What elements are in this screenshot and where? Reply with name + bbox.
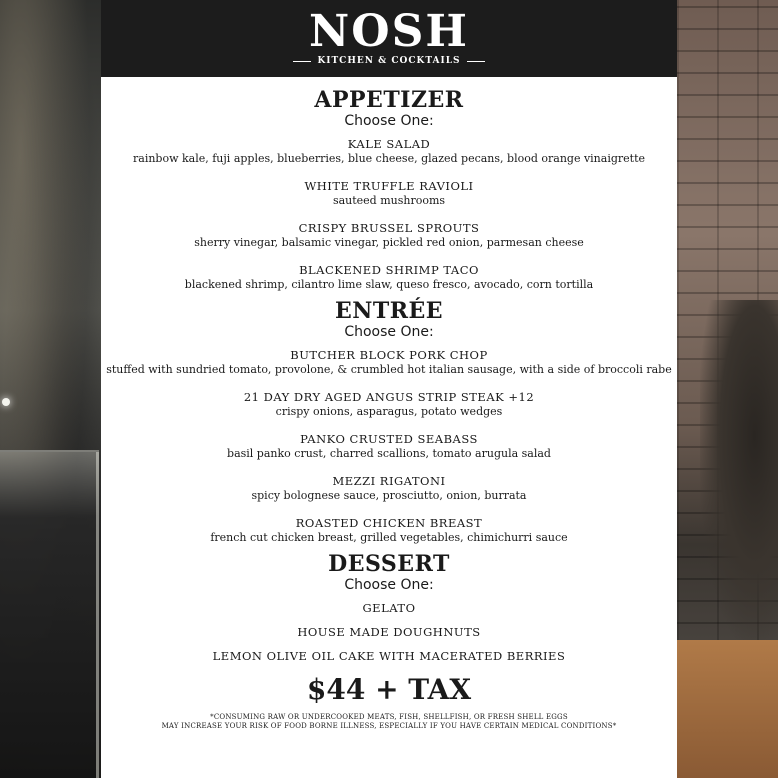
background-person xyxy=(700,300,778,640)
menu-item xyxy=(101,179,677,208)
item-description: rainbow kale, fuji apples, blueberries, blue cheese, glazed pecans, blood orange vinaigrette xyxy=(133,152,645,165)
dessert-section xyxy=(101,551,677,664)
menu-card xyxy=(101,0,677,778)
menu-item xyxy=(101,390,677,419)
menu-item xyxy=(101,516,677,545)
item-description: crispy onions, asparagus, potato wedges xyxy=(275,405,503,418)
menu-item xyxy=(101,474,677,503)
background-table xyxy=(677,640,778,778)
item-name: ROASTED CHICKEN BREAST xyxy=(295,516,483,530)
section-title-entree: ENTRÉE xyxy=(334,298,444,324)
item-name: KALE SALAD xyxy=(347,137,431,151)
dessert-item: LEMON OLIVE OIL CAKE WITH MACERATED BERRIES xyxy=(212,649,566,663)
item-description: french cut chicken breast, grilled vegetables, chimichurri sauce xyxy=(210,531,568,544)
section-title-dessert: DESSERT xyxy=(328,551,450,577)
item-description: sherry vinegar, balsamic vinegar, pickled red onion, parmesan cheese xyxy=(194,236,584,249)
item-description: spicy bolognese sauce, prosciutto, onion, burrata xyxy=(251,489,527,502)
item-name: BLACKENED SHRIMP TACO xyxy=(299,263,479,277)
item-name: BUTCHER BLOCK PORK CHOP xyxy=(290,348,488,362)
appetizer-section xyxy=(101,87,677,292)
background-light xyxy=(2,398,10,406)
item-name: MEZZI RIGATONI xyxy=(332,474,446,488)
water-glass xyxy=(0,450,99,778)
item-name: WHITE TRUFFLE RAVIOLI xyxy=(304,179,474,193)
prix-fixe-price: $44 + TAX xyxy=(306,673,472,706)
disclaimer-line: *CONSUMING RAW OR UNDERCOOKED MEATS, FISH, SHELLFISH, OR FRESH SHELL EGGS xyxy=(210,713,568,721)
menu-item xyxy=(101,137,677,166)
item-name: PANKO CRUSTED SEABASS xyxy=(300,432,478,446)
choose-one-label: Choose One: xyxy=(344,577,434,593)
section-title-appetizer: APPETIZER xyxy=(314,87,464,113)
menu-header xyxy=(101,0,677,77)
health-disclaimer xyxy=(101,713,677,731)
menu-content xyxy=(101,77,677,731)
menu-item xyxy=(101,263,677,292)
item-description: blackened shrimp, cilantro lime slaw, queso fresco, avocado, corn tortilla xyxy=(184,278,594,291)
entree-section xyxy=(101,298,677,545)
menu-item xyxy=(101,348,677,377)
watermark-logo: menupix xyxy=(548,680,651,705)
disclaimer-line: MAY INCREASE YOUR RISK OF FOOD BORNE ILLNESS, ESPECIALLY IF YOU HAVE CERTAIN MEDICAL CONDITIONS* xyxy=(161,722,617,730)
tagline-rule-left xyxy=(293,61,311,62)
item-description: basil panko crust, charred scallions, tomato arugula salad xyxy=(227,447,551,460)
choose-one-label: Choose One: xyxy=(344,324,434,340)
choose-one-label: Choose One: xyxy=(344,113,434,129)
tagline-rule-right xyxy=(467,61,485,62)
brand-logo: NOSH xyxy=(309,6,469,57)
dessert-item: GELATO xyxy=(362,601,416,615)
menu-item xyxy=(101,432,677,461)
item-name: 21 DAY DRY AGED ANGUS STRIP STEAK +12 xyxy=(243,390,535,404)
item-description: sauteed mushrooms xyxy=(332,194,446,207)
item-name: CRISPY BRUSSEL SPROUTS xyxy=(298,221,480,235)
tagline-text: KITCHEN & COCKTAILS xyxy=(317,56,461,66)
dessert-item: HOUSE MADE DOUGHNUTS xyxy=(297,625,481,639)
item-description: stuffed with sundried tomato, provolone, & crumbled hot italian sausage, with a side of broccoli rabe xyxy=(106,363,672,376)
menu-item xyxy=(101,221,677,250)
brand-tagline xyxy=(101,56,677,66)
